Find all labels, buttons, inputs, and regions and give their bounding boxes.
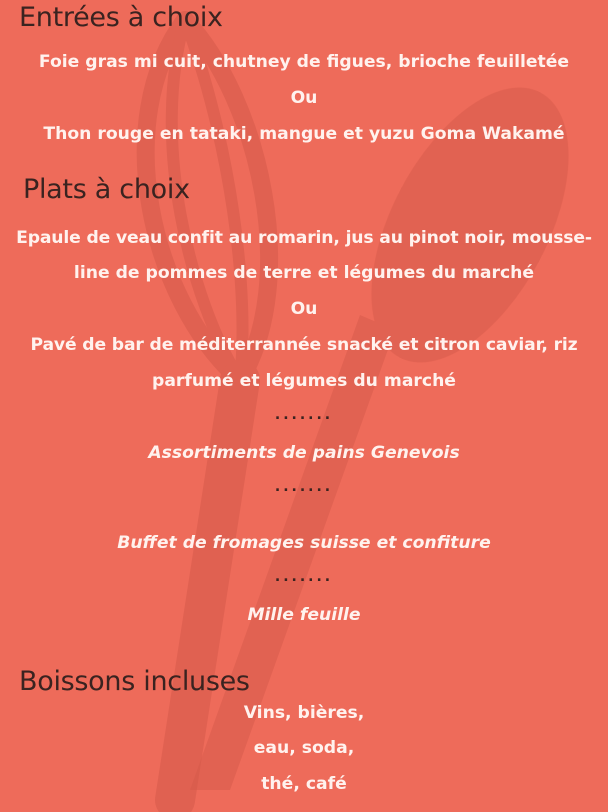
plat-option-1-line-1: Epaule de veau confit au romarin, jus au pinot noir, mousse- — [16, 228, 592, 248]
entree-separator: Ou — [290, 88, 318, 108]
boissons-line-1: Vins, bières, — [243, 703, 365, 723]
boissons-line-3: thé, café — [261, 774, 347, 794]
boissons-heading: Boissons incluses — [19, 666, 250, 697]
plat-option-2-line-2: parfumé et légumes du marché — [152, 371, 456, 391]
plat-separator: Ou — [290, 299, 318, 319]
cheese-line: Buffet de fromages suisse et confiture — [117, 533, 491, 553]
plats-heading: Plats à choix — [23, 174, 190, 205]
dots-divider-1: ....... — [274, 407, 334, 423]
entree-option-1: Foie gras mi cuit, chutney de figues, brioche feuilletée — [38, 52, 570, 72]
entree-option-2: Thon rouge en tataki, mangue et yuzu Goma Wakamé — [43, 124, 565, 144]
dots-divider-3: ....... — [274, 569, 334, 585]
entrees-heading: Entrées à choix — [19, 2, 223, 33]
dessert-line: Mille feuille — [247, 605, 361, 625]
bread-line: Assortiments de pains Genevois — [148, 443, 460, 463]
boissons-line-2: eau, soda, — [253, 738, 355, 758]
plat-option-2-line-1: Pavé de bar de méditerrannée snacké et citron caviar, riz — [30, 335, 578, 355]
dots-divider-2: ....... — [274, 479, 334, 495]
plat-option-1-line-2: line de pommes de terre et légumes du marché — [73, 263, 535, 283]
